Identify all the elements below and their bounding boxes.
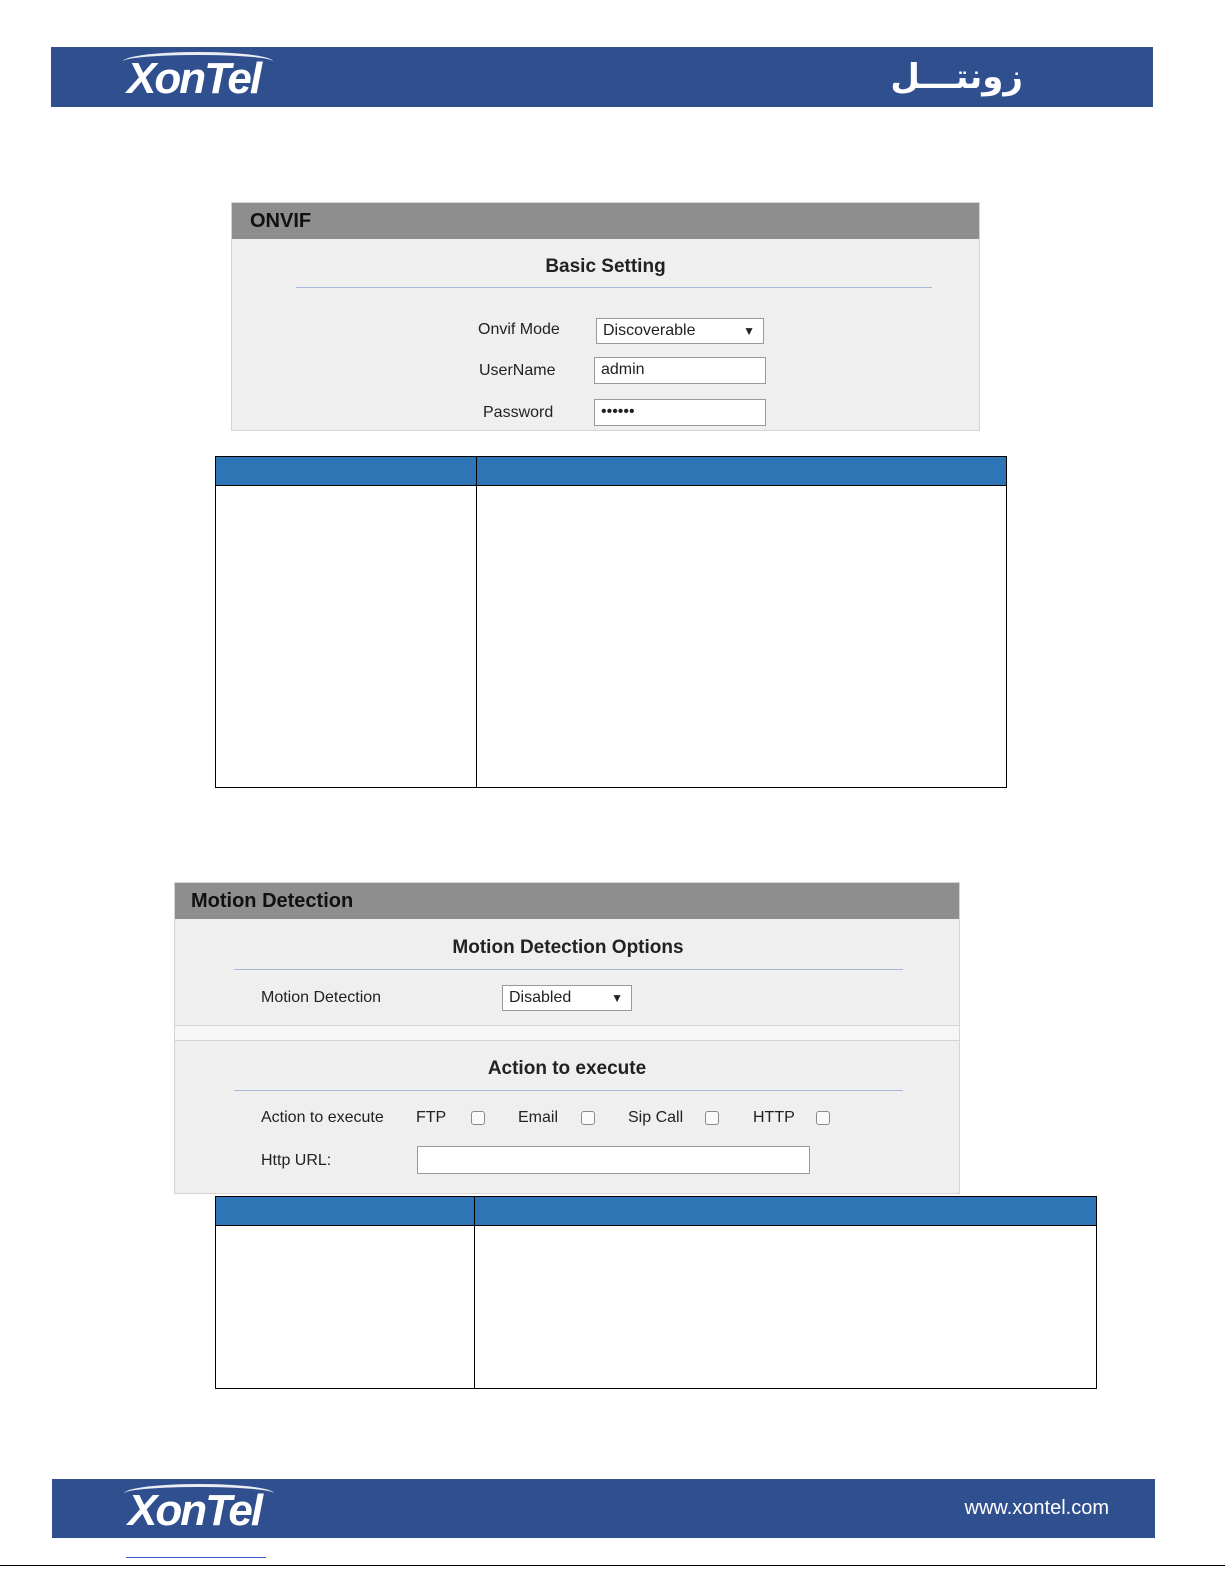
email-checkbox[interactable]	[581, 1111, 595, 1125]
sip-call-label: Sip Call	[628, 1109, 684, 1126]
motion-description-table	[215, 1196, 1097, 1389]
sip-call-checkbox[interactable]	[705, 1111, 719, 1125]
username-input[interactable]: admin	[594, 357, 766, 384]
section-divider	[234, 969, 903, 970]
motion-detection-label: Motion Detection	[261, 989, 382, 1006]
footer-banner	[52, 1479, 1155, 1538]
table-cell	[216, 486, 477, 788]
http-url-input[interactable]	[417, 1146, 810, 1174]
ftp-checkbox[interactable]	[471, 1111, 485, 1125]
table-header-cell	[475, 1197, 1097, 1226]
onvif-panel	[231, 202, 980, 431]
motion-detection-value: Disabled	[509, 989, 572, 1006]
table-header-cell	[216, 457, 477, 486]
motion-detection-panel	[174, 882, 960, 1194]
motion-detection-select[interactable]	[502, 985, 632, 1011]
section-divider	[296, 287, 932, 288]
username-label: UserName	[479, 362, 556, 379]
table-header-cell	[477, 457, 1007, 486]
website-link[interactable]: www.xontel.com	[964, 1497, 1109, 1519]
page-bottom-rule	[0, 1565, 1225, 1566]
ftp-label: FTP	[416, 1109, 447, 1126]
table-row	[216, 486, 1007, 788]
footer-underline	[126, 1557, 266, 1558]
header-banner	[51, 47, 1153, 107]
onvif-panel-title: ONVIF	[232, 203, 979, 239]
http-label: HTTP	[753, 1109, 795, 1126]
http-checkbox[interactable]	[816, 1111, 830, 1125]
table-header-cell	[216, 1197, 475, 1226]
http-url-label: Http URL:	[261, 1152, 332, 1169]
table-cell	[216, 1226, 475, 1389]
table-header-row	[216, 1197, 1097, 1226]
table-header-row	[216, 457, 1007, 486]
onvif-description-table	[215, 456, 1007, 788]
onvif-mode-label: Onvif Mode	[478, 321, 560, 338]
motion-options-title: Motion Detection Options	[452, 937, 684, 958]
dropdown-arrow-icon: ▼	[611, 991, 623, 1005]
dropdown-arrow-icon: ▼	[743, 324, 755, 338]
arabic-brand-text: زونتـــل	[890, 57, 1023, 97]
password-label: Password	[483, 404, 554, 421]
email-label: Email	[518, 1109, 559, 1126]
password-input[interactable]: ••••••	[594, 399, 766, 426]
action-to-execute-label: Action to execute	[261, 1109, 384, 1126]
table-cell	[477, 486, 1007, 788]
action-to-execute-title: Action to execute	[487, 1058, 647, 1079]
onvif-mode-value: Discoverable	[603, 322, 696, 339]
xontel-logo: XonTel	[128, 1486, 261, 1536]
onvif-mode-select[interactable]	[596, 318, 764, 344]
table-row	[216, 1226, 1097, 1389]
section-separator	[175, 1025, 959, 1041]
section-divider	[234, 1090, 903, 1091]
table-cell	[475, 1226, 1097, 1389]
xontel-logo: XonTel	[127, 54, 260, 104]
basic-setting-title: Basic Setting	[545, 256, 666, 277]
motion-panel-title: Motion Detection	[175, 883, 959, 919]
